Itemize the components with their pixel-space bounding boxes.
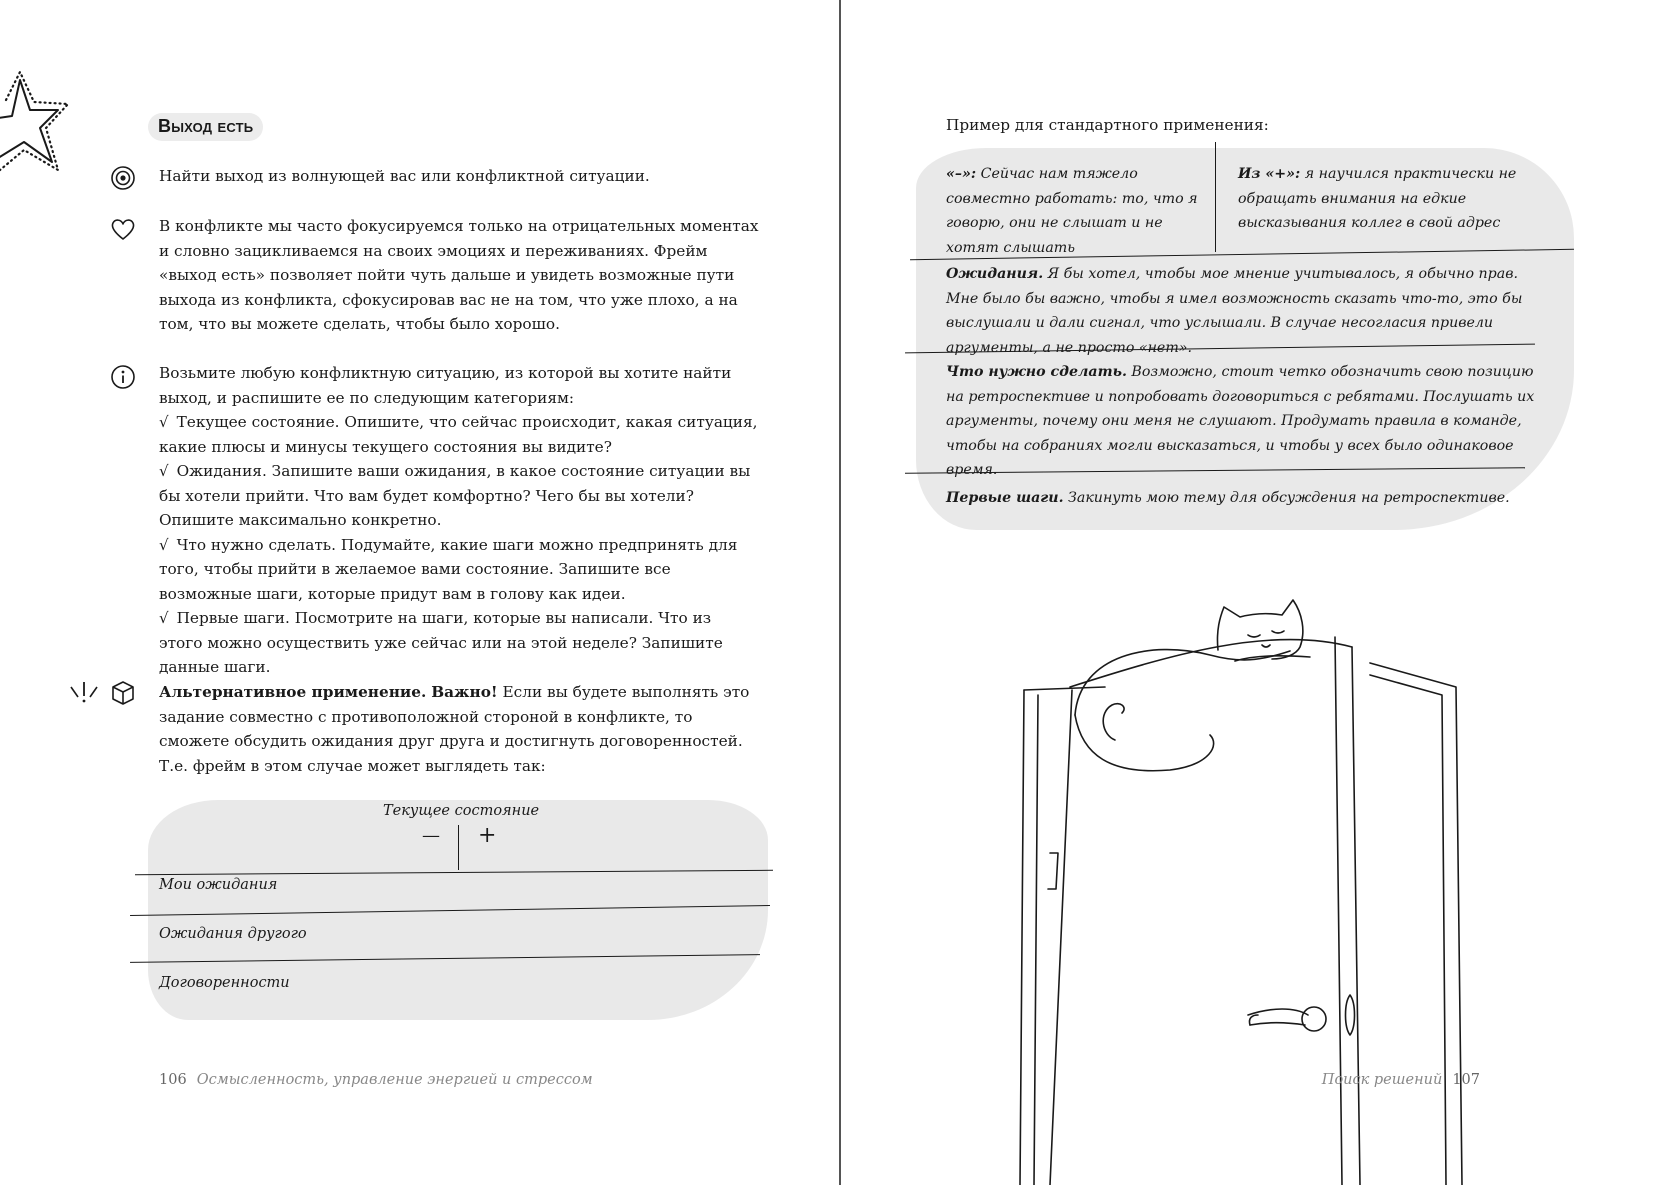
info-icon	[110, 364, 136, 390]
door-cat-illustration	[1010, 595, 1490, 1185]
target-icon	[110, 165, 136, 191]
template-divider	[458, 825, 459, 870]
check-icon: √	[159, 462, 169, 480]
example-divider	[1215, 142, 1216, 252]
step-todo: √ Что нужно сделать. Подумайте, какие шаги можно предпринять для того, чтобы прийти в желаемое вами состояние. Запишите все возможные шаги, которые придут вам в голову как идеи.	[159, 533, 759, 607]
example-intro: Пример для стандартного применения:	[946, 116, 1269, 134]
star-doodle-icon	[0, 70, 75, 175]
instructions-block: Возьмите любую конфликтную ситуацию, из которой вы хотите найти выход, и распишите ее по следующим категориям: √ Текущее состояние. Опишите, что сейчас происходит, какая ситуация, какие плюсы и минусы текущего состояния вы видите? √ Ожидания. Запишите ваши ожидания, в какое состояние ситуации вы бы хотели прийти. Что вам будет комфортно? Чего бы вы хотели? Опишите максимально конкретно. √ Что нужно сделать. Подумайте, какие шаги можно предпринять для того, чтобы прийти в желаемое вами состояние. Запишите все возможные шаги, которые придут вам в голову как идеи. √ Первые шаги. Посмотрите на шаги, которые вы написали. Что из этого можно осуществить уже сейчас или на этой неделе? Запишите данные шаги.	[159, 361, 759, 680]
example-plus: Из «+»: я научился практически не обращать внимания на едкие высказывания коллег в свой адрес	[1238, 166, 1517, 231]
cube-icon	[110, 680, 136, 706]
template-row: Мои ожидания	[159, 877, 278, 893]
example-first-steps: Первые шаги. Закинуть мою тему для обсуждения на ретроспективе.	[946, 490, 1510, 506]
template-header: Текущее состояние	[383, 803, 540, 819]
why-text: В конфликте мы часто фокусируемся только на отрицательных моментах и словно зацикливаемся на своих эмоциях и переживаниях. Фрейм «выход есть» позволяет пойти чуть дальше и увидеть возможные пути выхода из конфликта, сфокусировав вас не на том, что уже плохо, а на том, что вы можете сделать, чтобы было хорошо.	[159, 217, 759, 333]
footer-right: Поиск решений 107	[1321, 1072, 1480, 1088]
example-minus: «–»: Сейчас нам тяжело совместно работать: то, что я говорю, они не слышат и не хотят слышать	[946, 166, 1198, 256]
step-first: √ Первые шаги. Посмотрите на шаги, которые вы написали. Что из этого можно осуществить уже сейчас или на этой неделе? Запишите данные шаги.	[159, 606, 759, 680]
template-plus: +	[478, 823, 497, 848]
goal-text: Найти выход из волнующей вас или конфликтной ситуации.	[159, 167, 650, 185]
example-todo: Что нужно сделать. Возможно, стоит четко обозначить свою позицию на ретроспективе и попробовать договориться с ребятами. Послушать их аргументы, почему они меня не слушают. Продумать правила в команде, чтобы на собраниях могли высказаться, и чтобы у всех было одинаковое время.	[946, 364, 1535, 478]
check-icon: √	[159, 413, 169, 431]
check-icon: √	[159, 535, 169, 554]
template-row: Договоренности	[159, 975, 290, 991]
template-minus: —	[422, 825, 440, 846]
template-row: Ожидания другого	[159, 926, 307, 942]
page-gutter	[839, 0, 841, 1185]
step-current: √ Текущее состояние. Опишите, что сейчас происходит, какая ситуация, какие плюсы и минусы текущего состояния вы видите?	[159, 410, 759, 459]
step-expectations: √ Ожидания. Запишите ваши ожидания, в какое состояние ситуации вы бы хотели прийти. Что вам будет комфортно? Чего бы вы хотели? Опишите максимально конкретно.	[159, 459, 759, 533]
example-expectations: Ожидания. Я бы хотел, чтобы мое мнение учитывалось, я обычно прав. Мне было бы важно, чтобы я имел возможность сказать что-то, это бы выслушали и дали сигнал, что услышали. В случае несогласия привели аргументы, а не просто «нет».	[946, 266, 1523, 356]
alert-icon	[68, 680, 100, 706]
alternative-text: Альтернативное применение. Важно! Если вы будете выполнять это задание совместно с противоположной стороной в конфликте, то сможете обсудить ожидания друг друга и достигнуть договоренностей. Т.е. фрейм в этом случае может выглядеть так:	[159, 683, 750, 775]
check-icon: √	[159, 609, 169, 627]
footer-left: 106 Осмысленность, управление энергией и стрессом	[159, 1072, 593, 1088]
heart-icon	[110, 218, 136, 242]
section-title: Выход есть	[148, 113, 263, 141]
